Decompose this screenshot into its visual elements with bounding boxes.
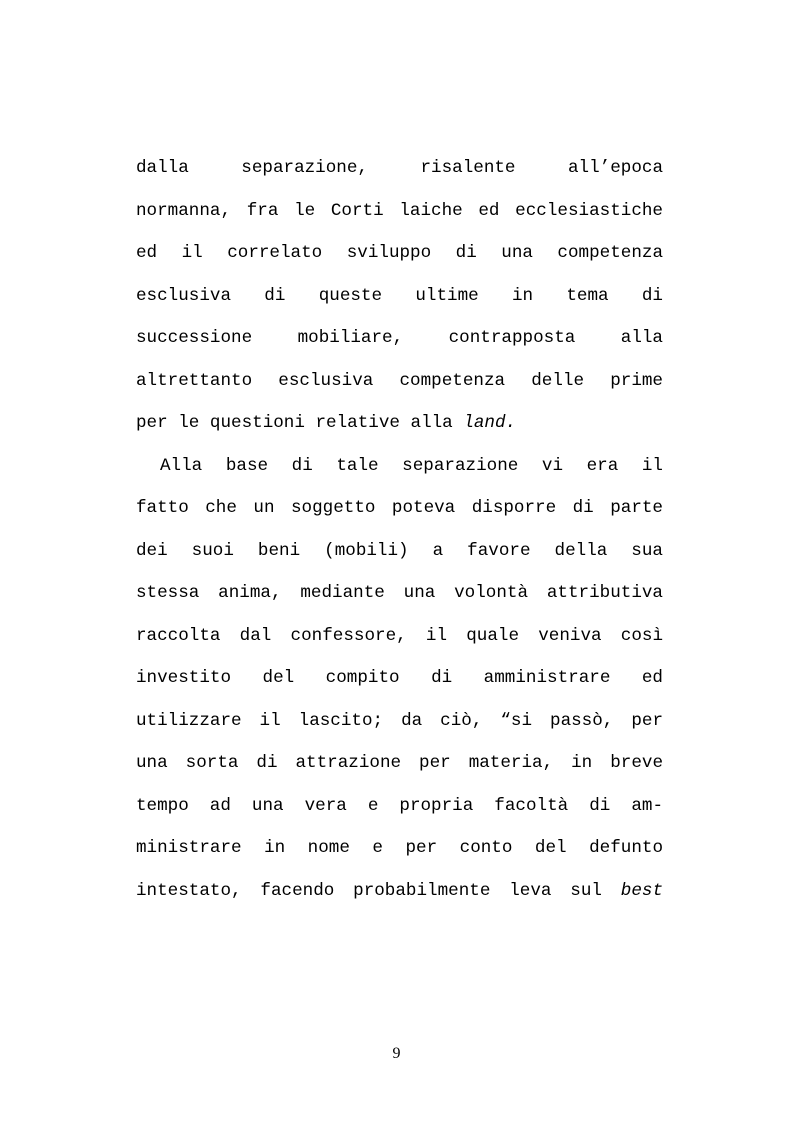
text-line: ed il correlato sviluppo di una competenza: [136, 243, 663, 263]
italic-term: land.: [463, 413, 517, 433]
text-span: per le questioni relative alla: [136, 413, 464, 433]
paragraph-2: [136, 445, 663, 913]
text-line-final: [136, 402, 663, 445]
text-line: investito del compito di amministrare ed: [136, 668, 663, 688]
text-line: successione mobiliare, contrapposta alla: [136, 328, 663, 348]
text-span: intestato, facendo probabilmente leva sul: [136, 880, 621, 901]
text-line-indented: Alla base di tale separazione vi era il: [160, 455, 663, 476]
text-line: raccolta dal confessore, il quale veniva così: [136, 625, 663, 646]
text-line: esclusiva di queste ultime in tema di: [136, 285, 663, 306]
text-line: dalla separazione, risalente all’epoca: [136, 158, 663, 178]
italic-term: best: [620, 880, 663, 901]
text-line-final: [136, 870, 663, 913]
document-body: [136, 147, 663, 912]
page-number: 9: [392, 1045, 401, 1062]
paragraph-1: [136, 147, 663, 445]
text-line: utilizzare il lascito; da ciò, “si passò, per: [136, 710, 663, 731]
text-line: normanna, fra le Corti laiche ed ecclesiastiche: [136, 200, 663, 221]
text-line: fatto che un soggetto poteva disporre di parte: [136, 498, 663, 518]
text-line: altrettanto esclusiva competenza delle prime: [136, 370, 663, 391]
text-line: dei suoi beni (mobili) a favore della sua: [136, 540, 663, 561]
text-line: stessa anima, mediante una volontà attributiva: [136, 583, 663, 603]
text-line: tempo ad una vera e propria facoltà di am-: [136, 795, 663, 816]
text-line: una sorta di attrazione per materia, in breve: [136, 753, 663, 773]
text-line: ministrare in nome e per conto del defunto: [136, 838, 663, 858]
